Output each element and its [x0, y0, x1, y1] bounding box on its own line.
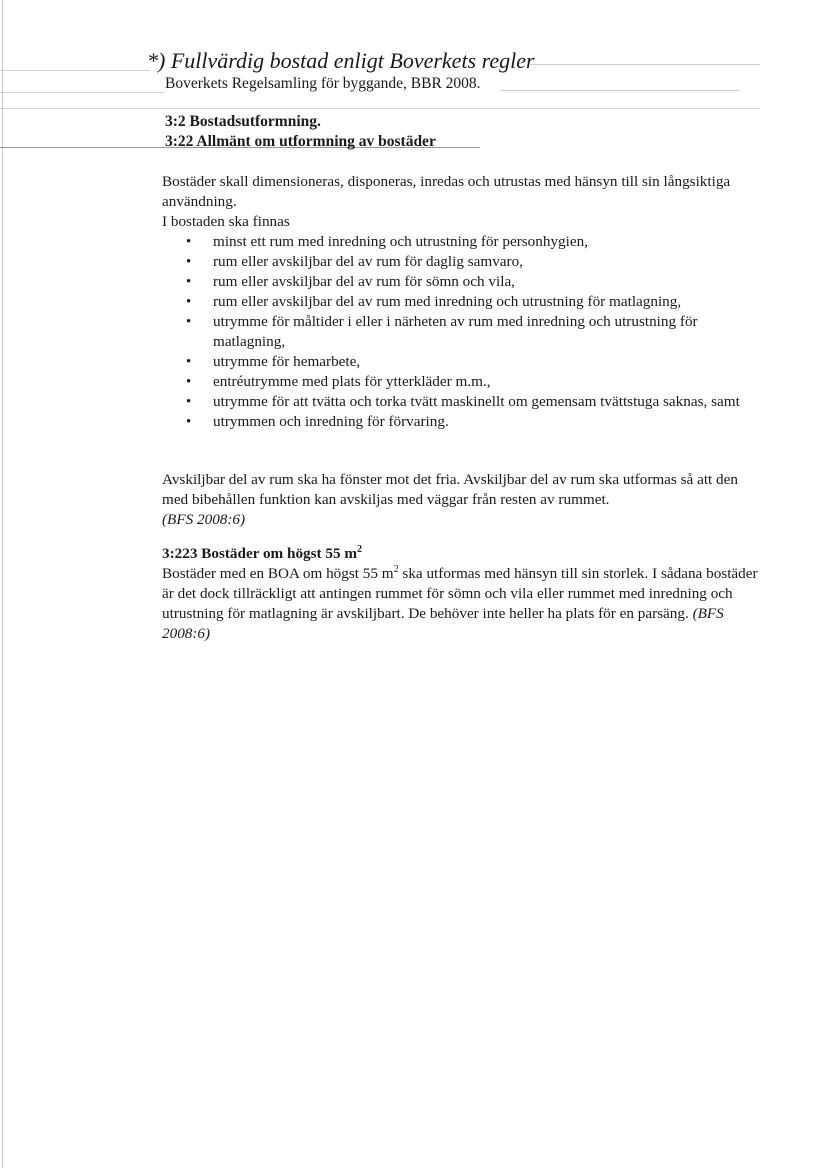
list-intro: I bostaden ska finnas: [162, 213, 290, 230]
paragraph-text: Bostäder med en BOA om högst 55 m: [162, 565, 394, 582]
list-item: • rum eller avskiljbar del av rum med inredning och utrustning för matlagning,: [162, 292, 762, 312]
subsection-heading: 3:22 Allmänt om utformning av bostäder: [165, 133, 436, 150]
list-item: • rum eller avskiljbar del av rum för sömn och vila,: [162, 272, 762, 292]
superscript: 2: [393, 563, 399, 575]
scan-edge: [2, 0, 3, 1168]
document-subtitle: Boverkets Regelsamling för byggande, BBR 2008.: [165, 75, 481, 92]
bfs-reference: (BFS 2008:6): [162, 605, 724, 642]
list-item: • entréutrymme med plats för ytterkläder m.m.,: [162, 372, 762, 392]
bfs-reference: (BFS 2008:6): [162, 511, 246, 528]
list-item: • utrymmen och inredning för förvaring.: [162, 412, 762, 432]
list-item: • utrymme för att tvätta och torka tvätt maskinellt om gemensam tvättstuga saknas, samt: [162, 392, 762, 412]
paragraph-avskiljbar: [162, 470, 762, 530]
scan-artifact-line: [0, 108, 760, 109]
scan-artifact-line: [0, 70, 150, 71]
list-item: • utrymme för hemarbete,: [162, 352, 762, 372]
scan-artifact-line: [0, 92, 165, 93]
requirements-block: [162, 172, 762, 432]
list-item: • rum eller avskiljbar del av rum för daglig samvaro,: [162, 252, 762, 272]
list-item: • minst ett rum med inredning och utrustning för personhygien,: [162, 232, 762, 252]
paragraph-text: ska utformas med hänsyn till sin storlek. I sådana bostäder är det dock tillräckligt att antingen rummet för sömn och vila eller rummet med inredning och utrustning för matlagning är avskiljbart. De behöver inte heller ha plats för en parsäng.: [162, 565, 758, 622]
list-item: • utrymme för måltider i eller i närheten av rum med inredning och utrustning för matlagning,: [162, 312, 762, 352]
paragraph-text: Avskiljbar del av rum ska ha fönster mot det fria. Avskiljbar del av rum ska utformas så att den med bibehållen funktion kan avskiljas med väggar från resten av rummet.: [162, 471, 738, 508]
document-title: *) Fullvärdig bostad enligt Boverkets regler: [147, 48, 535, 73]
heading-223: 3:223 Bostäder om högst 55 $m^2$: [162, 543, 363, 562]
section-heading: 3:2 Bostadsutformning.: [165, 113, 321, 130]
section-223: [162, 544, 762, 644]
requirements-list: [162, 232, 762, 432]
intro-paragraph: Bostäder skall dimensioneras, disponeras, inredas och utrustas med hänsyn till sin långsiktiga användning.: [162, 173, 731, 210]
